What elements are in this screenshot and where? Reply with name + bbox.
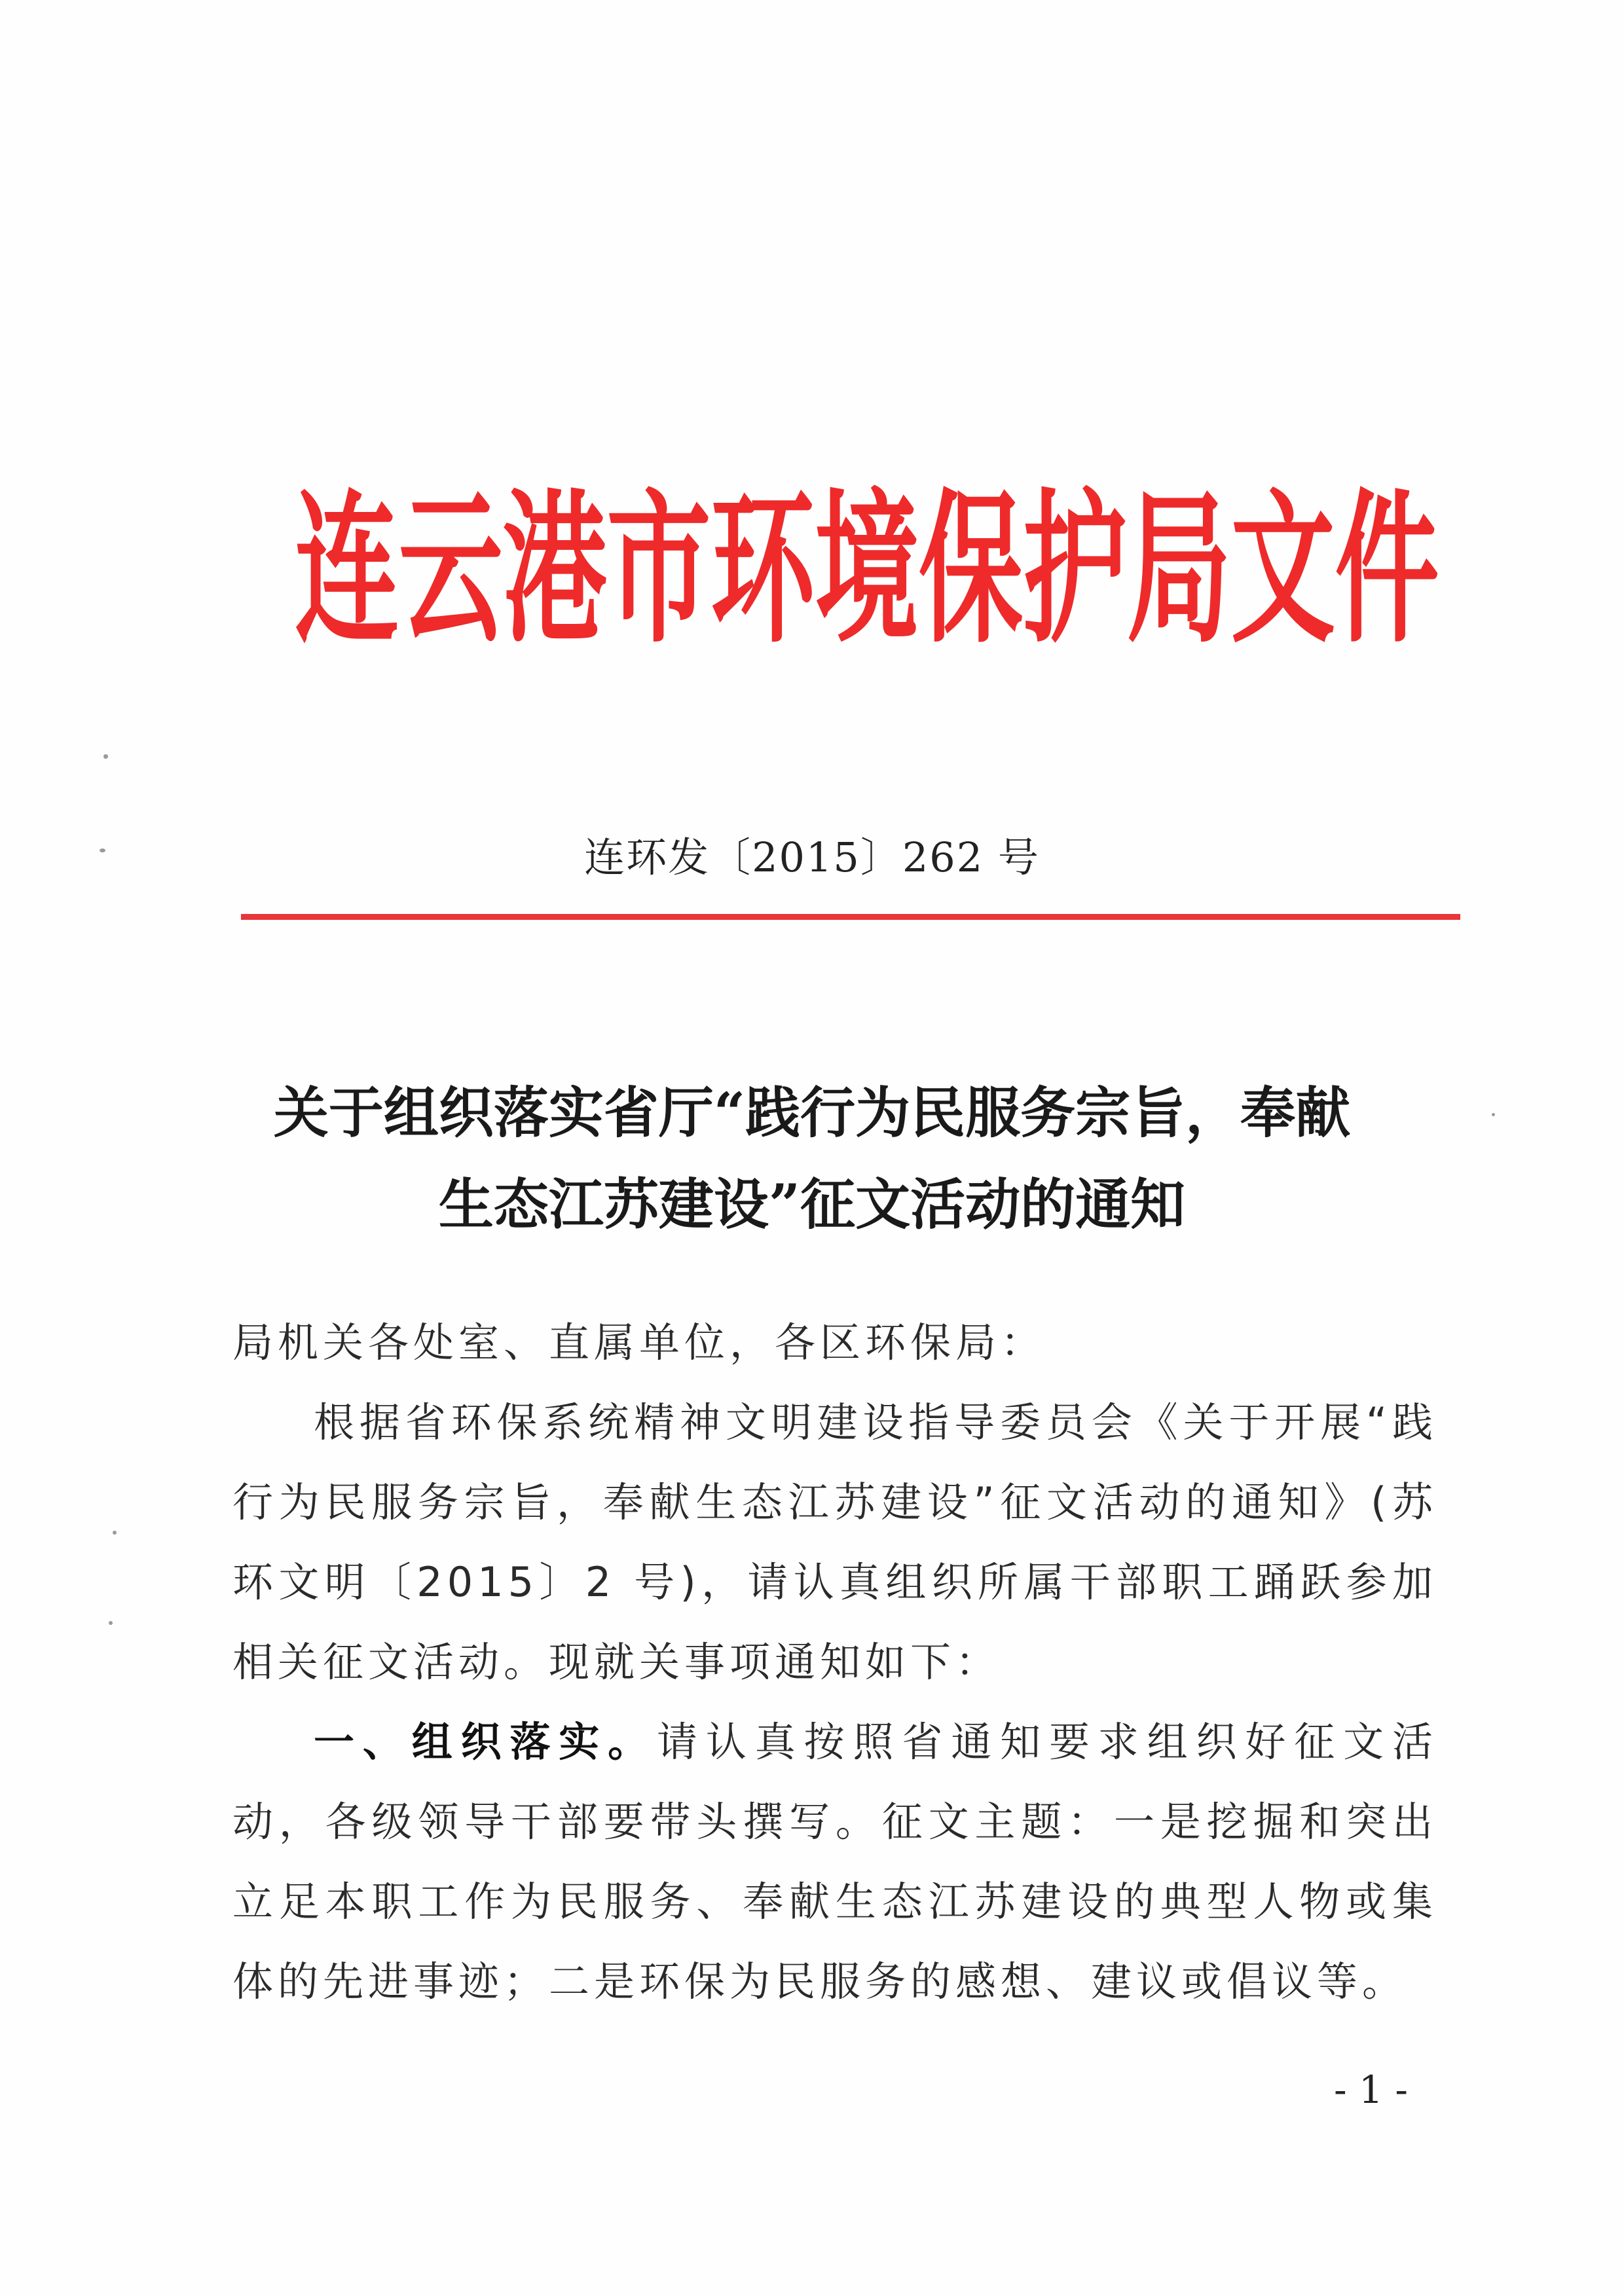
document-number: 连环发〔2015〕262 号 <box>584 833 1040 881</box>
salutation: 局机关各处室、直属单位，各区环保局： <box>232 1319 1046 1366</box>
page-number: - 1 - <box>1334 2068 1408 2112</box>
section-heading: 一、组织落实。 <box>314 1718 657 1766</box>
body-paragraph-1: 根据省环保系统精神文明建设指导委员会《关于开展“践行为民服务宗旨，奉献生态江苏建设”征文活动的通知》(苏环文明〔2015〕2 号)，请认真组织所属干部职工踊跃参加相关征文活动。现就关事项通知如下： <box>232 1398 1437 1686</box>
notice-title-line-2: 生态江苏建设”征文活动的通知 <box>438 1172 1186 1237</box>
notice-title <box>196 1067 1428 1250</box>
scan-speck <box>109 1621 113 1625</box>
red-divider-rule <box>241 914 1460 920</box>
scan-speck <box>103 754 108 759</box>
scan-speck <box>113 1531 117 1535</box>
scan-speck <box>1492 1113 1495 1116</box>
body-paragraph-2 <box>232 1702 1437 2022</box>
section-text: 请认真按照省通知要求组织好征文活动，各级领导干部要带头撰写。征文主题：一是挖掘和突出立足本职工作为民服务、奉献生态江苏建设的典型人物或集体的先进事迹；二是环保为民服务的感想、建议或倡议等。 <box>232 1718 1437 2005</box>
notice-title-line-1: 关于组织落实省厅“践行为民服务宗旨，奉献 <box>273 1080 1351 1145</box>
issuing-authority-header: 连云港市环境保护局文件 <box>295 473 1439 666</box>
notice-body <box>232 1303 1437 2022</box>
